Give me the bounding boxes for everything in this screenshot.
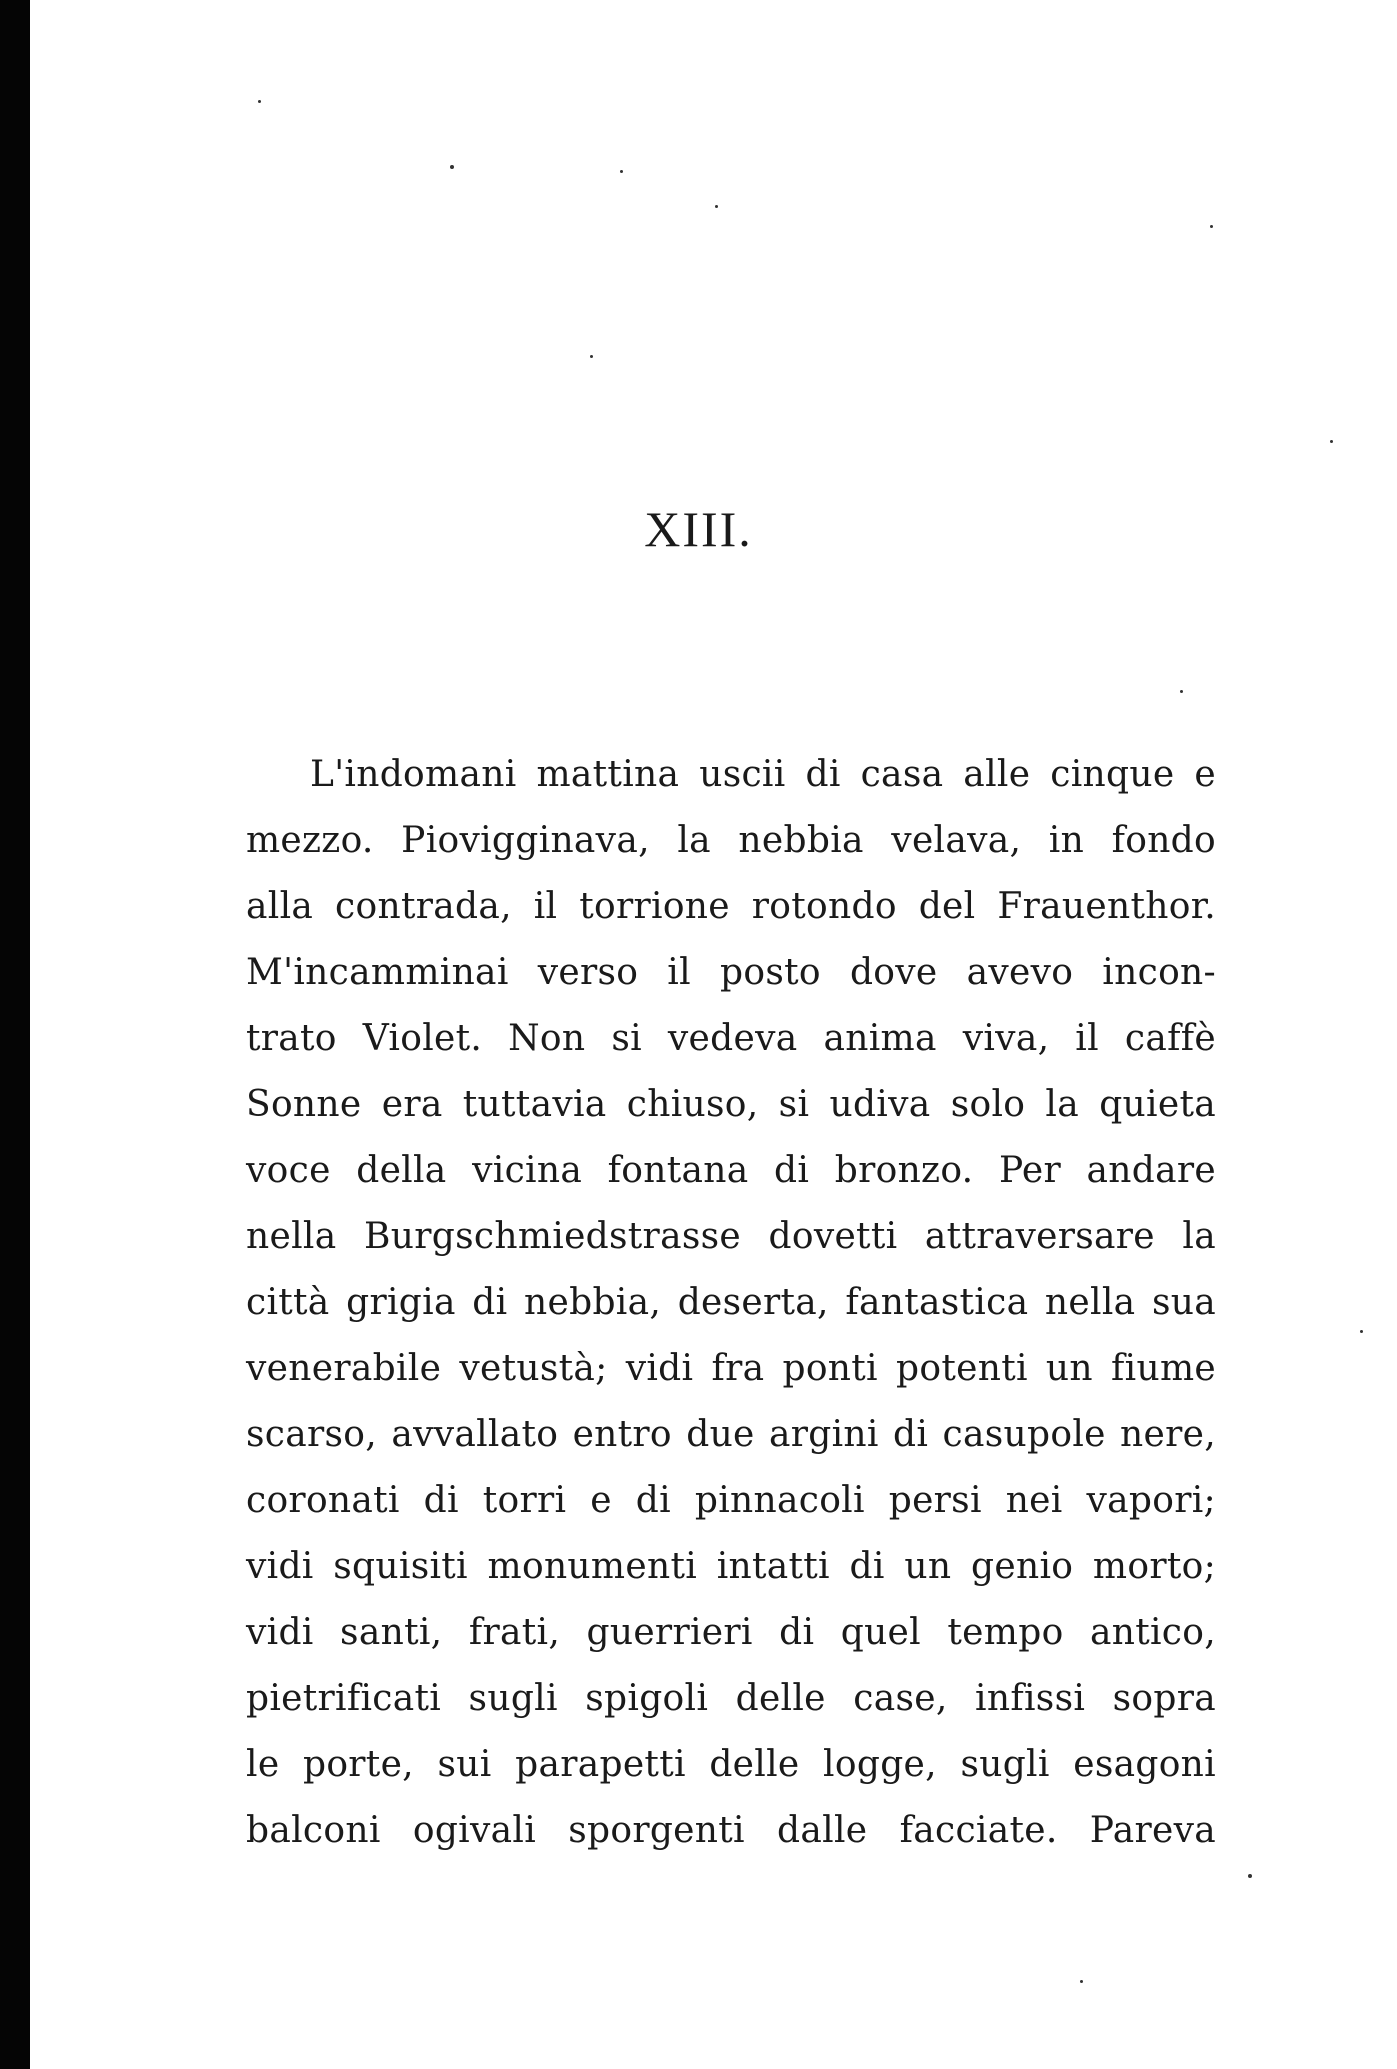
scan-speck <box>1360 1330 1363 1333</box>
text-line: nella Burgschmiedstrasse dovetti attraversare la <box>246 1216 1216 1257</box>
text-line: M'incamminai verso il posto dove avevo incon- <box>246 952 1216 993</box>
text-line: le porte, sui parapetti delle logge, sugli esagoni <box>246 1744 1216 1785</box>
scan-speck <box>1248 1874 1252 1878</box>
text-line: vidi squisiti monumenti intatti di un genio morto; <box>246 1546 1216 1587</box>
text-line: coronati di torri e di pinnacoli persi nei vapori; <box>246 1480 1216 1521</box>
text-line: alla contrada, il torrione rotondo del Frauenthor. <box>246 886 1216 927</box>
text-line: voce della vicina fontana di bronzo. Per andare <box>246 1150 1216 1191</box>
text-line: balconi ogivali sporgenti dalle facciate. Pareva <box>246 1810 1216 1851</box>
text-line: trato Violet. Non si vedeva anima viva, il caffè <box>246 1018 1216 1059</box>
text-line: pietrificati sugli spigoli delle case, infissi sopra <box>246 1678 1216 1719</box>
text-line: Sonne era tuttavia chiuso, si udiva solo la quieta <box>246 1084 1216 1125</box>
scan-speck <box>590 355 593 358</box>
text-line: L'indomani mattina uscii di casa alle cinque e <box>310 754 1216 795</box>
text-line: città grigia di nebbia, deserta, fantastica nella sua <box>246 1282 1216 1323</box>
text-line: vidi santi, frati, guerrieri di quel tempo antico, <box>246 1612 1216 1653</box>
scan-speck <box>450 165 454 169</box>
text-line: scarso, avvallato entro due argini di casupole nere, <box>246 1414 1216 1455</box>
page-binding-edge <box>0 0 30 2069</box>
scan-speck <box>1330 440 1333 443</box>
scan-speck <box>258 100 261 103</box>
scan-speck <box>1210 225 1213 228</box>
scan-speck <box>620 170 623 173</box>
chapter-number: XIII. <box>644 501 753 557</box>
scan-speck <box>1080 1980 1083 1983</box>
text-line: mezzo. Piovigginava, la nebbia velava, in fondo <box>246 820 1216 861</box>
chapter-text <box>246 742 1216 1864</box>
text-line: venerabile vetustà; vidi fra ponti potenti un fiume <box>246 1348 1216 1389</box>
scan-speck <box>715 205 718 208</box>
scan-speck <box>1180 690 1183 693</box>
